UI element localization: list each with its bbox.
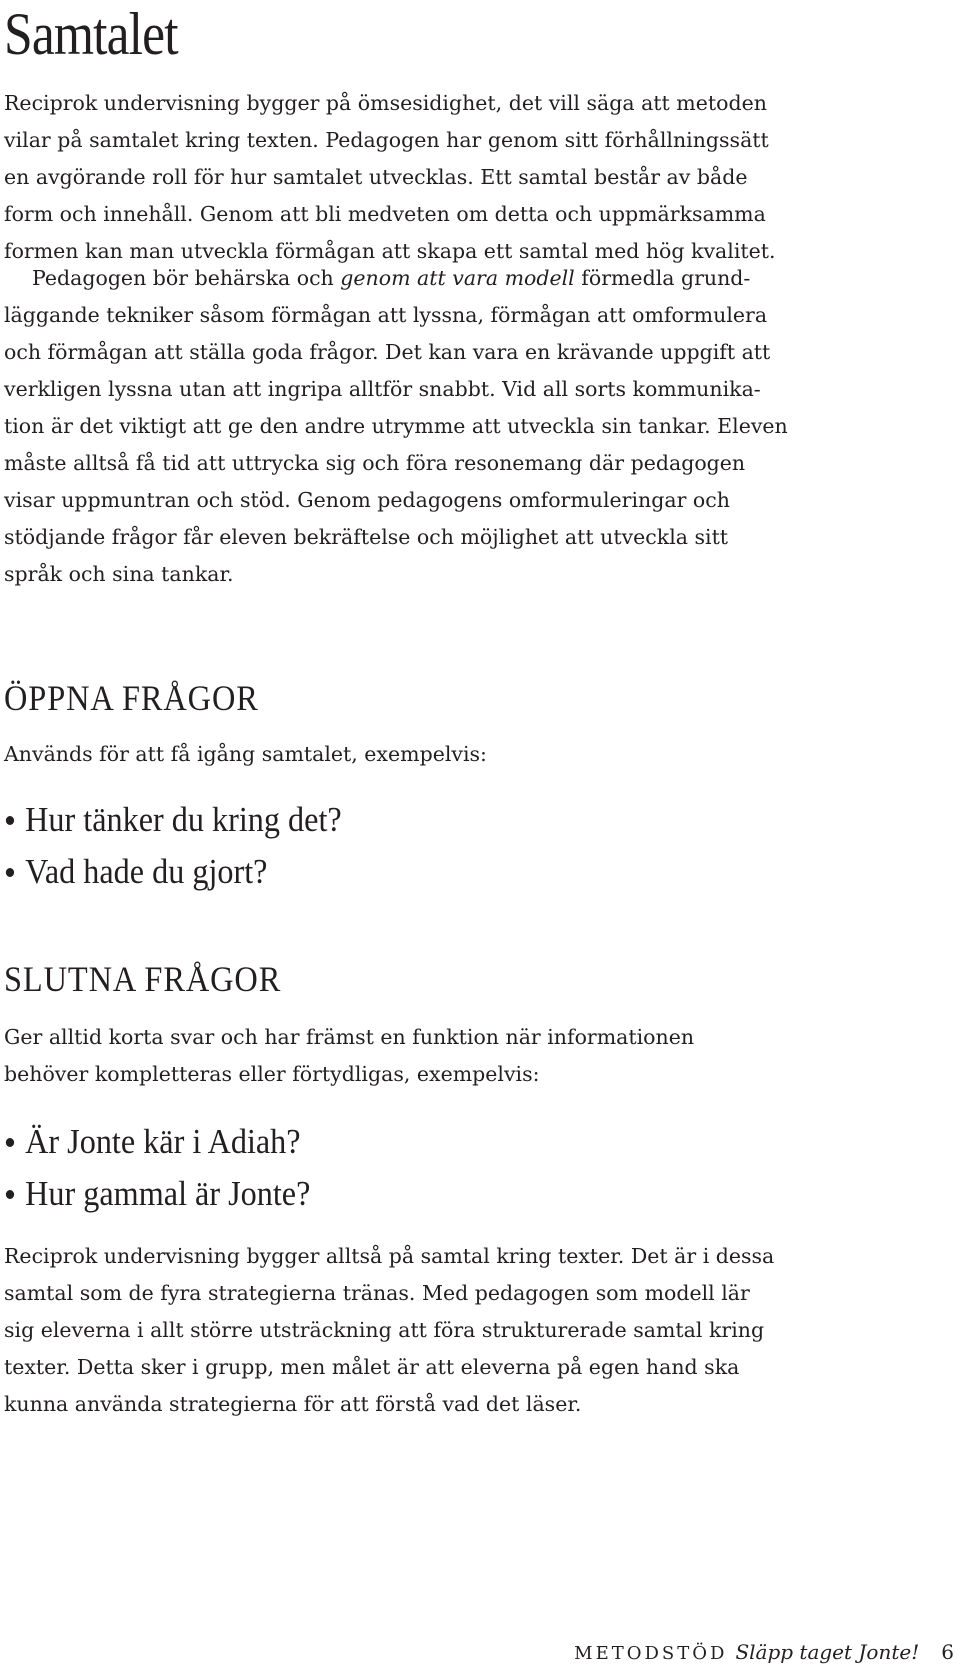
footer-label: METODSTÖD (574, 1643, 728, 1664)
text-line: behöver kompletteras eller förtydligas, exempelvis: (4, 1062, 540, 1086)
open-questions-intro: Används för att få igång samtalet, exempelvis: (4, 742, 487, 766)
text-line: stödjande frågor får eleven bekräftelse och möjlighet att utveckla sitt (4, 525, 729, 549)
bullet-icon (6, 868, 14, 877)
list-item: Är Jonte kär i Adiah? (4, 1116, 310, 1168)
text-line: visar uppmuntran och stöd. Genom pedagogens omformuleringar och (4, 488, 730, 512)
bullet-icon (6, 1138, 14, 1147)
text-line: Reciprok undervisning bygger alltså på samtal kring texter. Det är i dessa (4, 1244, 775, 1268)
text-line: samtal som de fyra strategierna tränas. Med pedagogen som modell lär (4, 1281, 750, 1305)
text-line: och förmågan att ställa goda frågor. Det kan vara en krävande uppgift att (4, 340, 771, 364)
list-item: Hur tänker du kring det? (4, 794, 342, 846)
page-title: Samtalet (4, 1, 178, 67)
text-line: språk och sina tankar. (4, 562, 234, 586)
text-line: Ger alltid korta svar och har främst en funktion när informationen (4, 1025, 695, 1049)
text-line: vilar på samtalet kring texten. Pedagogen har genom sitt förhållningssätt (4, 128, 769, 152)
text-line: Reciprok undervisning bygger på ömsesidighet, det vill säga att metoden (4, 91, 767, 115)
page-footer (574, 1640, 954, 1666)
footer-book-title: Släpp taget Jonte! (735, 1640, 920, 1664)
text-line: form och innehåll. Genom att bli medveten om detta och uppmärksamma (4, 202, 766, 226)
closed-questions-heading: SLUTNA FRÅGOR (4, 959, 282, 999)
list-item: Hur gammal är Jonte? (4, 1168, 310, 1220)
text-line: läggande tekniker såsom förmågan att lyssna, förmågan att omformulera (4, 303, 768, 327)
pedagogue-paragraph (4, 260, 794, 593)
bullet-icon (6, 1190, 14, 1199)
open-questions-list (4, 794, 371, 898)
text-line: kunna använda strategierna för att förstå vad det läser. (4, 1392, 582, 1416)
text-line: Pedagogen bör behärska och genom att vara modell förmedla grund- (32, 266, 751, 290)
text-line: texter. Detta sker i grupp, men målet är att eleverna på egen hand ska (4, 1355, 740, 1379)
list-item: Vad hade du gjort? (4, 846, 342, 898)
text-line: verkligen lyssna utan att ingripa alltför snabbt. Vid all sorts kommunika- (4, 377, 761, 401)
open-questions-heading: ÖPPNA FRÅGOR (4, 678, 259, 718)
closed-questions-list (4, 1116, 337, 1220)
text-line: måste alltså få tid att uttrycka sig och föra resonemang där pedagogen (4, 451, 746, 475)
closed-questions-intro (4, 1019, 694, 1093)
intro-paragraph (4, 85, 794, 270)
text-line: tion är det viktigt att ge den andre utrymme att utveckla sin tankar. Eleven (4, 414, 788, 438)
text-line: en avgörande roll för hur samtalet utvecklas. Ett samtal består av både (4, 165, 748, 189)
summary-paragraph (4, 1238, 794, 1423)
text-line: formen kan man utveckla förmågan att skapa ett samtal med hög kvalitet. (4, 239, 776, 263)
bullet-icon (6, 816, 14, 825)
text-line: sig eleverna i allt större utsträckning att föra strukturerade samtal kring (4, 1318, 765, 1342)
emphasis-text: genom att vara modell (340, 266, 575, 290)
page-number: 6 (941, 1640, 954, 1664)
